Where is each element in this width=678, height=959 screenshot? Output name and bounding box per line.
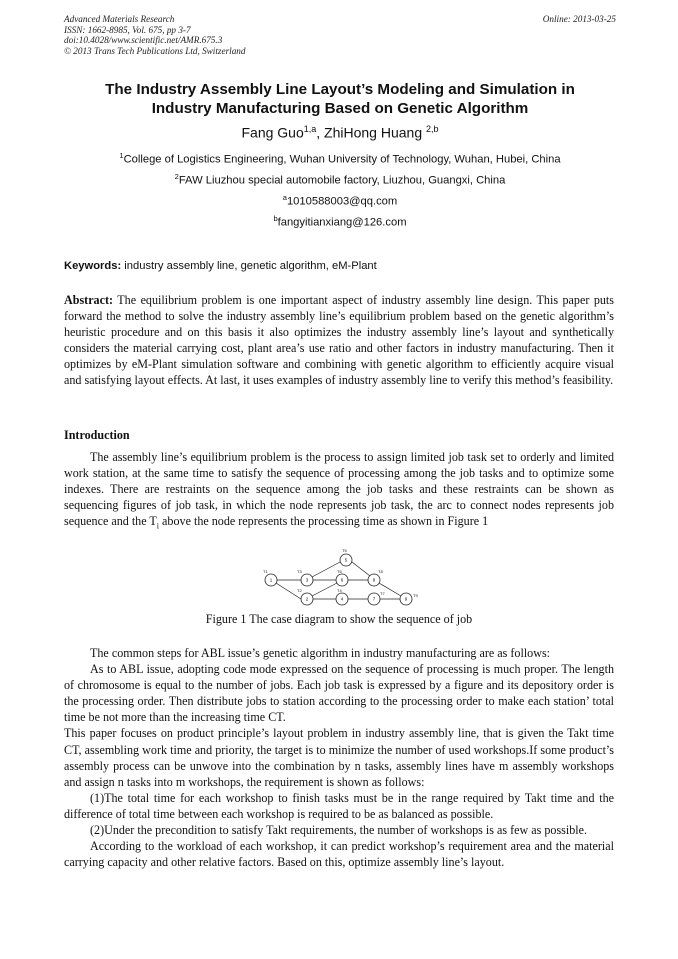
node-1	[265, 574, 277, 586]
affiliation-1-text: College of Logistics Engineering, Wuhan University of Technology, Wuhan, Hubei, China	[123, 153, 561, 166]
affiliation-1	[60, 151, 620, 166]
email-b-mark: b	[273, 214, 278, 223]
time-label-t2: T2	[297, 588, 302, 593]
journal-header	[64, 14, 245, 56]
svg-text:9: 9	[404, 596, 408, 602]
affiliation-2-mark: 2	[174, 172, 179, 181]
time-label-t3: T3	[297, 569, 302, 574]
svg-text:7: 7	[372, 596, 376, 602]
time-label-t8: T8	[378, 569, 383, 574]
time-label-t1: T1	[263, 569, 268, 574]
figure-caption: Figure 1 The case diagram to show the sequence of job	[205, 612, 473, 626]
time-label-t4: T4	[337, 588, 342, 593]
email-a-mark: a	[282, 193, 287, 202]
email-a-text[interactable]: 1010588003@qq.com	[286, 195, 398, 208]
node-7	[368, 593, 380, 605]
job-sequence-diagram	[256, 546, 446, 610]
author-1: Fang Guo	[241, 124, 304, 141]
section-heading-introduction: Introduction	[64, 428, 130, 442]
node-2	[301, 593, 313, 605]
body-paragraphs	[64, 645, 614, 870]
intro-paragraph-1	[64, 449, 614, 535]
time-label-t7: T7	[380, 591, 385, 596]
author-1-affil: 1,a	[303, 124, 317, 134]
issn-line: ISSN: 1662-8985, Vol. 675, pp 3-7	[64, 24, 191, 35]
email-b	[60, 214, 620, 229]
copyright-line: © 2013 Trans Tech Publications Ltd, Switzerland	[64, 45, 246, 56]
time-label-t9: T9	[413, 593, 418, 598]
node-4	[336, 593, 348, 605]
online-date: Online: 2013-03-25	[542, 14, 616, 24]
author-2: ZhiHong Huang	[324, 124, 426, 141]
affiliation-2-text: FAW Liuzhou special automobile factory, Liuzhou, Guangxi, China	[178, 174, 506, 187]
affiliation-2	[60, 172, 620, 187]
author-list	[60, 124, 620, 141]
edge-5-8	[352, 562, 370, 576]
paragraph-requirement-2: (2)Under the precondition to satisfy Takt requirements, the number of workshops is as few as possible.	[90, 823, 588, 838]
svg-text:3: 3	[305, 577, 309, 583]
journal-name: Advanced Materials Research	[64, 14, 175, 24]
title-line-2: Industry Manufacturing Based on Genetic Algorithm	[151, 100, 529, 117]
doi-line: doi:10.4028/www.scientific.net/AMR.675.3	[64, 35, 223, 46]
abstract-text: The equilibrium problem is one important aspect of industry assembly line design. This paper puts forward the method to solve the industry assembly line’s equilibrium problem based on the genetic algorithm’s heuristic procedure and on this basis it also optimizes the industry assembly line’s layout and synthetically considers the material carrying cost, plant area’s use ratio and other factors in industry manufacturing. Then it optimizes by eM-Plant simulation software and combining with genetic algorithm to efficiently acquire visual and satisfying layout effects. At last, it uses examples of industry assembly line to verify this method’s feasibility.	[64, 293, 614, 388]
svg-text:1: 1	[269, 577, 273, 583]
node-3	[301, 574, 313, 586]
svg-text:5: 5	[344, 557, 348, 563]
node-8	[368, 574, 380, 586]
paragraph-workload: According to the workload of each workshop, it can predict workshop’s requirement area and the material carrying capacity and other relative factors. Based on this, optimize assembly line’s layout.	[64, 839, 614, 870]
node-6	[336, 574, 348, 586]
title-line-1: The Industry Assembly Line Layout’s Modeling and Simulation in	[105, 81, 575, 98]
paragraph-steps: The common steps for ABL issue’s genetic algorithm in industry manufacturing are as follows:	[90, 646, 551, 660]
svg-text:8: 8	[372, 577, 376, 583]
svg-text:2: 2	[305, 596, 309, 602]
email-b-text[interactable]: fangyitianxiang@126.com	[277, 216, 407, 229]
keywords	[64, 260, 377, 272]
node-5	[340, 554, 352, 566]
paragraph-requirement-1: (1)The total time for each workshop to finish tasks must be in the range required by Takt time and the difference of total time between each workshop is required to be as balanced as possible.	[64, 790, 614, 821]
paper-title	[60, 80, 620, 118]
time-label-t6: T6	[337, 569, 342, 574]
svg-text:4: 4	[340, 596, 344, 602]
edge-3-5	[312, 562, 340, 577]
edge-2-6	[312, 583, 337, 596]
keywords-text: industry assembly line, genetic algorithm, eM-Plant	[121, 260, 377, 272]
paragraph-coding: As to ABL issue, adopting code mode expressed on the sequence of processing is much proper. The length of chromosome is equal to the number of jobs. Each job task is expressed by a figure and its depository order is the processing order. Then distribute jobs to station according to the processing order to make each station’ total time be not more than the increasing time CT.	[64, 662, 614, 725]
affiliation-1-mark: 1	[119, 151, 124, 160]
abstract-label: Abstract:	[64, 293, 114, 307]
node-9	[400, 593, 412, 605]
email-a	[60, 193, 620, 208]
intro-p1-part-b: above the node represents the processing time as shown in Figure 1	[159, 514, 489, 529]
author-2-affil: 2,b	[426, 124, 439, 134]
svg-text:6: 6	[340, 577, 344, 583]
keywords-label: Keywords:	[64, 260, 122, 272]
author-separator: ,	[316, 124, 325, 141]
time-label-t5: T5	[342, 548, 347, 553]
intro-p1-part-a: The assembly line’s equilibrium problem is the process to assign limited job task set to orderly and limited work station, at the same time to satisfy the sequence of processing among the job tasks and to optimize some indexes. There are restraints on the sequence among the job tasks and these restraints can be shown as sequencing figures of job task, in which the node represents job task, the arc to connect nodes represents job sequence and the T	[64, 450, 614, 529]
abstract	[64, 292, 614, 389]
paragraph-focus: This paper focuses on product principle’s layout problem in industry assembly line, that is given the Takt time CT, assembling work time and priority, the target is to minimize the number of used workshops.If some product’s assembly process can be unwove into the combination by n tasks, assembly lines have m assembly workshops and assign n tasks into m workshops, the requirement is shown as follows:	[64, 726, 614, 789]
intro-p1-subscript: i	[156, 521, 160, 531]
